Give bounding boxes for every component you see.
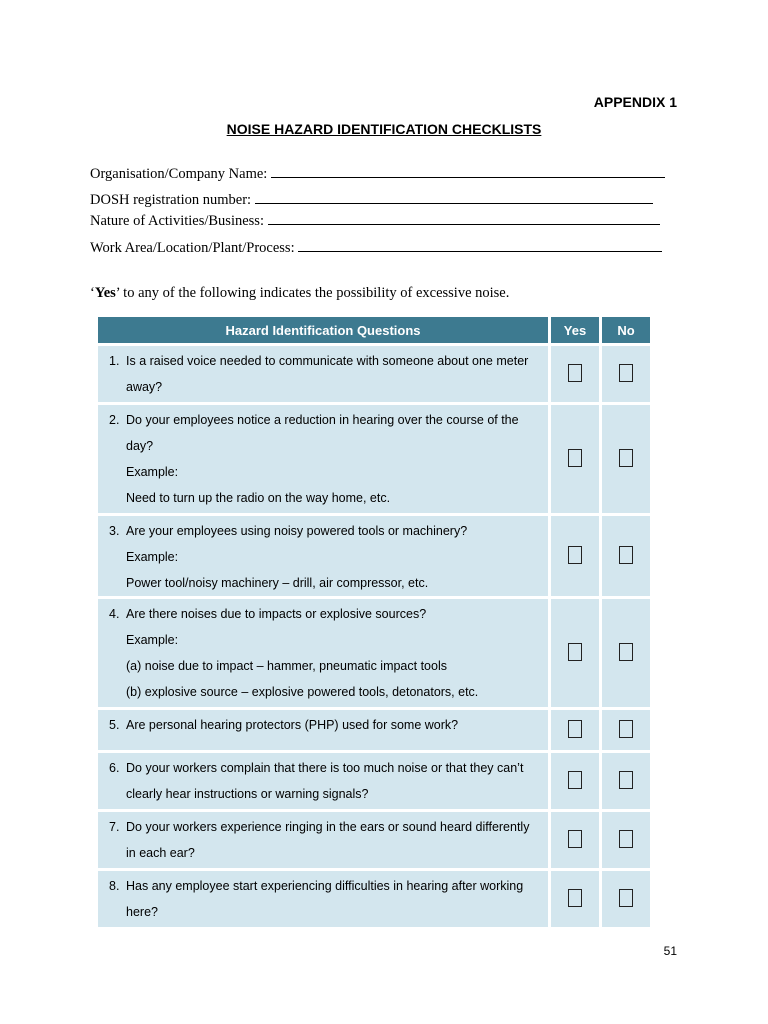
field-dosh-registration[interactable] [90,191,653,209]
question-line: Are your employees using noisy powered tools or machinery? [126,524,468,538]
question-line: Do your workers experience ringing in the ears or sound heard differently [126,820,530,834]
intro-text [90,285,509,302]
answer-cell-no [602,710,650,750]
no-checkbox[interactable] [619,771,633,789]
answer-cell-no [602,599,650,707]
answer-cell-yes [551,871,599,927]
field-label: Work Area/Location/Plant/Process: [90,240,299,256]
intro-bold-word: Yes [94,285,116,301]
question-number: 5. [109,718,120,732]
yes-checkbox[interactable] [568,889,582,907]
question-line: Are personal hearing protectors (PHP) used for some work? [126,718,459,732]
no-checkbox[interactable] [619,449,633,467]
header-no: No [602,317,650,343]
question-line: in each ear? [126,846,195,860]
question-number: 6. [109,761,120,775]
question-cell [98,812,548,868]
no-checkbox[interactable] [619,546,633,564]
answer-cell-yes [551,516,599,596]
header-questions: Hazard Identification Questions [98,317,548,343]
question-text [98,814,548,840]
field-work-area[interactable] [90,239,662,257]
table-row [98,871,650,927]
yes-checkbox[interactable] [568,830,582,848]
question-line: away? [126,380,163,394]
table-row [98,753,650,809]
yes-checkbox[interactable] [568,643,582,661]
question-text [98,601,548,627]
header-yes: Yes [551,317,599,343]
answer-cell-no [602,516,650,596]
field-label: Organisation/Company Name: [90,166,271,182]
no-checkbox[interactable] [619,720,633,738]
question-cell [98,710,548,750]
question-cell [98,346,548,402]
no-checkbox[interactable] [619,830,633,848]
yes-checkbox[interactable] [568,364,582,382]
question-cell [98,753,548,809]
answer-cell-no [602,405,650,513]
question-line: Example: [126,465,179,479]
question-number: 2. [109,413,120,427]
intro-rest: ’ to any of the following indicates the possibility of excessive noise. [115,285,510,301]
question-line: Example: [126,550,179,564]
table-row [98,599,650,707]
page-number: 51 [663,944,677,958]
intro-quote: ‘ [90,285,95,301]
table-row [98,346,650,402]
table-header-row [98,317,650,343]
yes-checkbox[interactable] [568,720,582,738]
yes-checkbox[interactable] [568,546,582,564]
no-checkbox[interactable] [619,643,633,661]
question-line: Power tool/noisy machinery – drill, air compressor, etc. [126,576,429,590]
question-line: Is a raised voice needed to communicate with someone about one meter [126,354,529,368]
question-text [98,712,548,738]
fill-in-line[interactable] [271,165,665,178]
question-cell [98,599,548,707]
question-line: (a) noise due to impact – hammer, pneumatic impact tools [126,659,447,673]
yes-checkbox[interactable] [568,449,582,467]
fill-in-line[interactable] [298,239,662,252]
question-number: 4. [109,607,120,621]
question-text [98,518,548,544]
appendix-label: APPENDIX 1 [593,94,677,110]
field-label: Nature of Activities/Business: [90,213,268,229]
question-text [98,755,548,781]
question-text [98,348,548,374]
question-line: Do your workers complain that there is too much noise or that they can’t [126,761,524,775]
answer-cell-yes [551,599,599,707]
question-line: Has any employee start experiencing difficulties in hearing after working [126,879,524,893]
field-nature-of-activities[interactable] [90,212,660,230]
question-line: Are there noises due to impacts or explosive sources? [126,607,427,621]
question-cell [98,871,548,927]
answer-cell-no [602,812,650,868]
question-cell [98,405,548,513]
answer-cell-no [602,346,650,402]
question-line: here? [126,905,158,919]
answer-cell-yes [551,753,599,809]
question-line: Example: [126,633,179,647]
field-organisation-name[interactable] [90,165,665,183]
table-row [98,710,650,750]
answer-cell-yes [551,710,599,750]
question-text [98,407,548,433]
yes-checkbox[interactable] [568,771,582,789]
answer-cell-no [602,871,650,927]
table-row [98,405,650,513]
question-number: 7. [109,820,120,834]
question-line: (b) explosive source – explosive powered tools, detonators, etc. [126,685,479,699]
fill-in-line[interactable] [268,212,660,225]
question-number: 8. [109,879,120,893]
question-line: day? [126,439,154,453]
hazard-checklist-table [95,314,653,930]
document-title: NOISE HAZARD IDENTIFICATION CHECKLISTS [226,121,542,137]
no-checkbox[interactable] [619,889,633,907]
question-number: 3. [109,524,120,538]
question-cell [98,516,548,596]
field-label: DOSH registration number: [90,192,255,208]
table-row [98,812,650,868]
question-line: Need to turn up the radio on the way home, etc. [126,491,391,505]
answer-cell-no [602,753,650,809]
question-text [98,873,548,899]
question-line: clearly hear instructions or warning signals? [126,787,369,801]
question-line: Do your employees notice a reduction in hearing over the course of the [126,413,519,427]
no-checkbox[interactable] [619,364,633,382]
answer-cell-yes [551,346,599,402]
answer-cell-yes [551,812,599,868]
table-row [98,516,650,596]
answer-cell-yes [551,405,599,513]
question-number: 1. [109,354,120,368]
fill-in-line[interactable] [255,191,653,204]
